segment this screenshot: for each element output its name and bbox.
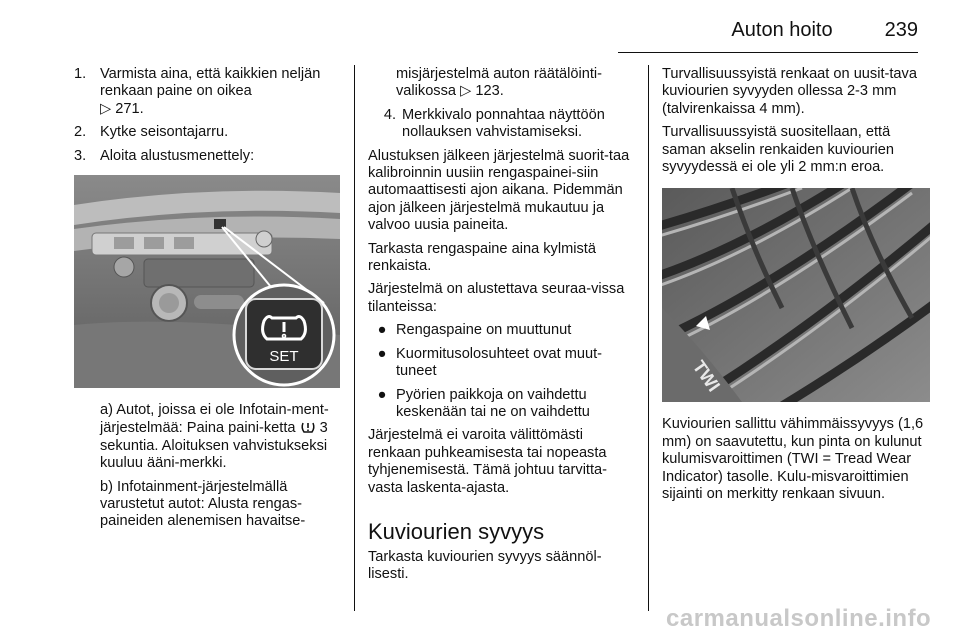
paragraph: b) Infotainment-järjestelmällä varustetut autot: Alusta rengas-paineiden alenemisen havaitse-: [100, 478, 306, 530]
step-text: Aloita alustusmenettely:: [100, 147, 255, 164]
ref-arrow-icon: ▷: [460, 83, 472, 100]
header-rule: [618, 52, 918, 53]
step-text: Kytke seisontajarru.: [100, 124, 229, 141]
bullet-icon: ●: [377, 345, 387, 362]
bullet-item: ● Rengaspaine on muuttunut: [368, 322, 638, 339]
column-divider-1: [354, 65, 355, 611]
paragraph: Turvallisuussyistä suositellaan, että saman akselin renkaiden kuviourien syvyydessä ei ole yli 2 mm:n eroa.: [662, 124, 895, 176]
bullet-item: ● Kuormitusolosuhteet ovat muut-tuneet: [368, 346, 638, 381]
page-reference: ▷ 271.: [100, 100, 144, 117]
column-divider-2: [648, 65, 649, 611]
bullet-icon: ●: [377, 322, 387, 339]
list-item: 1. Varmista aina, että kaikkien neljän renkaan paine on oikea ▷ 271.: [74, 66, 321, 117]
paragraph: Tarkasta rengaspaine aina kylmistä renkaista.: [368, 240, 596, 275]
paragraph: Järjestelmä ei varoita välittömästi renkaan puhkeamisesta tai nopeasta tyhjenemisestä. Tämä johtuu tarvitta-vasta laskenta-ajasta.: [368, 427, 608, 496]
step-text: Varmista aina, että kaikkien neljän renkaan paine on oikea: [100, 66, 321, 100]
bullet-icon: ●: [377, 386, 387, 403]
list-item: 3. Aloita alustusmenettely:: [74, 148, 346, 165]
paragraph: Turvallisuussyistä renkaat on uusit-tava kuviourien syvyyden ollessa 2-3 mm (talvirenkaissa 4 mm).: [662, 66, 917, 117]
page-number: 239: [884, 19, 918, 41]
paragraph: misjärjestelmä auton räätälöinti-valikossa ▷ 123.: [396, 66, 603, 100]
list-item: 2. Kytke seisontajarru.: [74, 124, 346, 141]
paragraph: Järjestelmä on alustettava seuraa-vissa tilanteissa:: [368, 281, 625, 315]
step-text: Merkkivalo ponnahtaa näyttöön nollauksen vahvistamiseksi.: [402, 106, 605, 141]
page-header: [598, 19, 918, 52]
page-title: Auton hoito: [731, 19, 833, 41]
tire-tread-illustration: [662, 188, 930, 402]
page-reference: ▷ 123.: [460, 83, 504, 100]
tire-pressure-warning-icon: [300, 419, 316, 435]
paragraph: Alustuksen jälkeen järjestelmä suorit-taa kalibroinnin uusiin rengaspainei-siin automaattisesti ajon aikana. Pidemmän ajon jälkeen järjestelmä mukautuu ja valvoo uusia paineita.: [368, 147, 630, 234]
column-2: [368, 66, 638, 590]
watermark: carmanualsonline.info: [666, 605, 932, 632]
bullet-item: ● Pyörien paikkoja on vaihdettu keskenään tai ne on vaihdettu: [368, 387, 638, 422]
ref-arrow-icon: ▷: [100, 100, 112, 117]
section-heading: Kuviourien syvyys: [368, 518, 545, 544]
list-item: 4. Merkkivalo ponnahtaa näyttöön nollauksen vahvistamiseksi.: [368, 107, 638, 142]
column-3: [662, 66, 930, 509]
column-1: [74, 66, 346, 537]
figure-set-label: SET: [269, 348, 299, 366]
figure-twi-label: TWI: [688, 357, 725, 396]
dashboard-button-illustration: [74, 175, 340, 388]
paragraph: a) Autot, joissa ei ole Infotain-ment-järjestelmää: Paina paini-ketta 3 sekuntia. Aloituksen vahvistukseksi kuuluu ääni-merkki.: [100, 402, 329, 472]
paragraph: Kuviourien sallittu vähimmäissyvyys (1,6 mm) on saavutettu, kun pinta on kulunut kulumisvaroittimen (TWI = Tread Wear Indicator) tasolle. Kulu-misvaroittimien sijainti on merkitty renkaan sivuun.: [662, 416, 924, 503]
paragraph: Tarkasta kuviourien syvyys säännöl-lisesti.: [368, 548, 602, 583]
